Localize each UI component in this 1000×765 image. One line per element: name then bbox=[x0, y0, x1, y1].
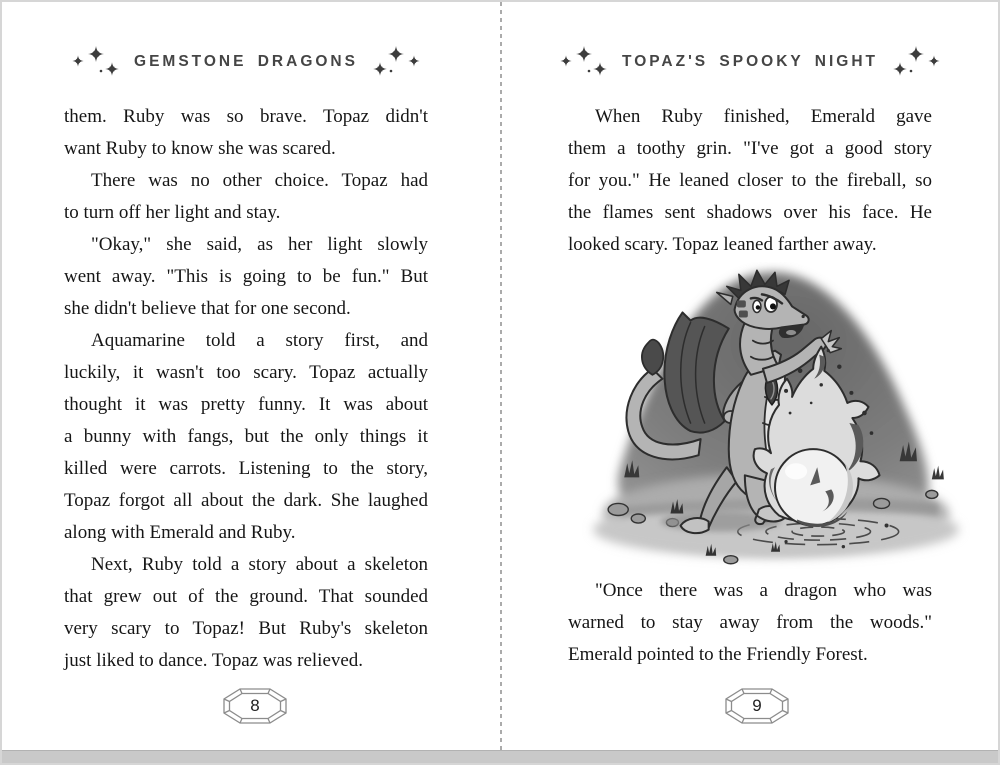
right-page-story-text-top bbox=[568, 101, 932, 261]
text-line: "Okay," she said, as her light slowly bbox=[91, 234, 428, 255]
page-number: 9 bbox=[752, 696, 762, 715]
chapter-title: TOPAZ'S SPOOKY NIGHT bbox=[622, 53, 878, 70]
text-line: to turn off her light and stay. bbox=[64, 202, 281, 223]
text-line: looked scary. Topaz leaned farther away. bbox=[568, 234, 877, 255]
text-line: want Ruby to know she was scared. bbox=[64, 138, 336, 159]
page-number: 8 bbox=[250, 696, 260, 715]
right-page-header bbox=[568, 48, 932, 76]
text-line: Aquamarine told a story first, and bbox=[91, 330, 428, 351]
text-line: Emerald pointed to the Friendly Forest. bbox=[568, 644, 868, 665]
text-line: just liked to dance. Topaz was relieved. bbox=[64, 650, 364, 671]
text-line: When Ruby finished, Emerald gave bbox=[595, 106, 932, 127]
tail-leaf-tip bbox=[642, 340, 663, 375]
text-line: Next, Ruby told a story about a skeleton bbox=[91, 554, 428, 575]
text-line: the flames sent shadows over his face. He bbox=[568, 202, 932, 223]
right-page-story-text-bottom bbox=[568, 575, 932, 671]
sparkles-icon bbox=[370, 44, 424, 80]
text-line: luckily, it wasn't too scary. Topaz actually bbox=[64, 362, 428, 383]
text-line: warned to stay away from the woods." bbox=[568, 612, 932, 633]
left-page-header bbox=[64, 48, 428, 76]
left-page-story-text bbox=[64, 101, 428, 677]
text-line: very scary to Topaz! But Ruby's skeleton bbox=[64, 618, 428, 639]
text-line: them a toothy grin. "I've got a good story bbox=[568, 138, 932, 159]
text-line: Topaz forgot all about the dark. She laughed bbox=[64, 490, 428, 511]
page-number-badge bbox=[219, 686, 291, 726]
text-line: "Once there was a dragon who was bbox=[595, 580, 932, 601]
text-line: them. Ruby was so brave. Topaz didn't bbox=[64, 106, 428, 127]
page-gutter-divider bbox=[500, 2, 502, 751]
text-line: that grew out of the ground. That sounded bbox=[64, 586, 428, 607]
text-line: killed were carrots. Listening to the story, bbox=[64, 458, 428, 479]
page-number-badge bbox=[721, 686, 793, 726]
cheek-patch bbox=[737, 300, 746, 307]
series-title: GEMSTONE DRAGONS bbox=[134, 53, 358, 70]
illustration-emerald-dragon-fireball bbox=[580, 262, 972, 570]
text-line: went away. "This is going to be fun." But bbox=[64, 266, 428, 287]
text-line: along with Emerald and Ruby. bbox=[64, 522, 296, 543]
bottom-page-edge bbox=[2, 750, 998, 763]
sparkles-icon bbox=[68, 44, 122, 80]
sparkles-icon bbox=[890, 44, 944, 80]
text-line: There was no other choice. Topaz had bbox=[91, 170, 428, 191]
sparkles-icon bbox=[556, 44, 610, 80]
text-line: thought it was pretty funny. It was about bbox=[64, 394, 428, 415]
text-line: for you." He leaned closer to the fireball, so bbox=[568, 170, 932, 191]
cheek-patch bbox=[739, 310, 748, 317]
text-line: she didn't believe that for one second. bbox=[64, 298, 351, 319]
text-line: a bunny with fangs, but the only things it bbox=[64, 426, 428, 447]
